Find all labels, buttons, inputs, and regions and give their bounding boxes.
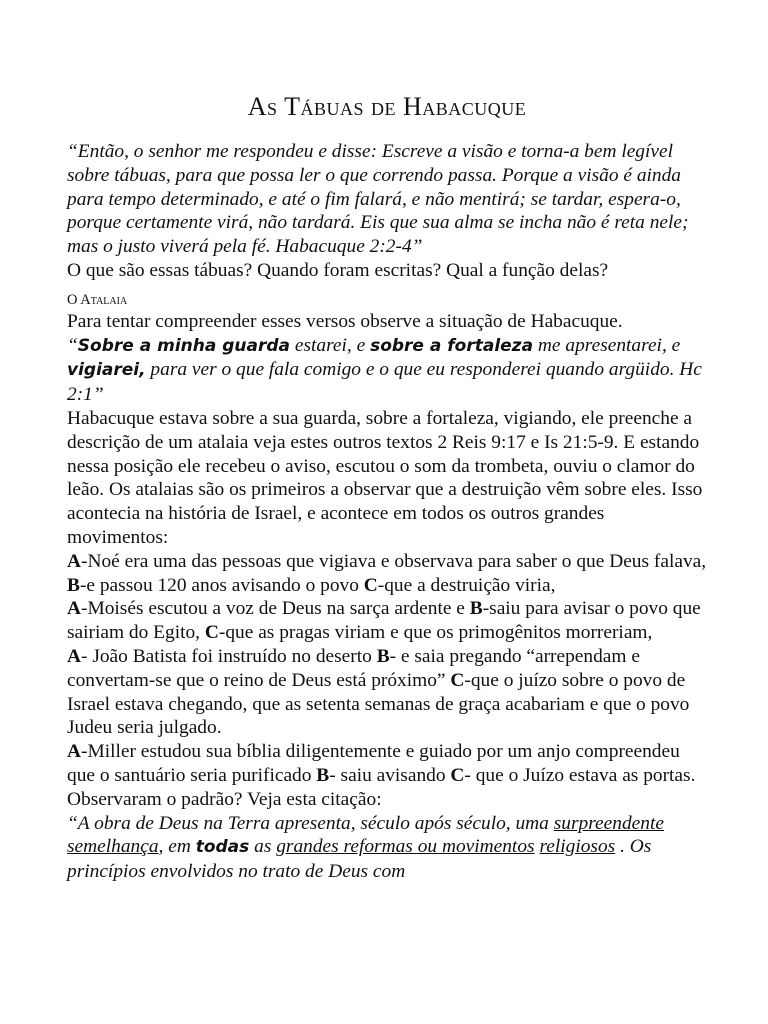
example-text: - que o Juízo estava as portas. (464, 764, 696, 786)
label-b: B (67, 574, 80, 596)
label-a: A (67, 741, 82, 763)
label-a: A (67, 645, 82, 667)
example-text: - saiu avisando (329, 764, 451, 786)
example-text: -que as pragas viriam e que os primogênitos morreriam, (218, 622, 653, 644)
intro-line: Para tentar compreender esses versos observe a situação de Habacuque. (67, 310, 623, 332)
verse-bold-5: vigiarei, (67, 360, 146, 381)
verse-open-quote: “ (67, 334, 78, 356)
citation-text: as (249, 836, 277, 858)
label-c: C (204, 622, 219, 644)
verse-text-2: estarei, e (290, 334, 371, 356)
label-a: A (67, 550, 82, 572)
opening-quote: “Então, o senhor me respondeu e disse: Escreve a visão e torna-a bem legível sobre tábuas, para que possa ler o que correndo passa. Porque a visão é ainda para tempo determinado, e até o fim falará, e não mentirá; se tardar, espera-o, porque certamente virá, não tardará. Eis que sua alma se incha não é reta nele; mas o justo viverá pela fé. Habacuque 2:2-4” (67, 141, 689, 258)
example-text: -Moisés escutou a voz de Deus na sarça ardente e (81, 598, 470, 620)
example-joao-batista (67, 645, 707, 740)
citation-bold: todas (195, 837, 250, 858)
section-heading: O Atalaia (67, 291, 128, 308)
example-text: -que o juízo sobre o povo de Israel estava chegando, que as setenta semanas de graça acabariam e que o povo Judeu seria julgado. (67, 669, 690, 739)
verse-bold-3: sobre a fortaleza (370, 335, 534, 356)
label-a: A (67, 598, 82, 620)
verse-bold-1: Sobre a minha guarda (77, 335, 291, 356)
pattern-line: Observaram o padrão? Veja esta citação: (67, 788, 382, 810)
example-text: -Noé era uma das pessoas que vigiava e observava para saber o que Deus falava, (81, 550, 707, 572)
label-b: B (469, 598, 483, 620)
label-c: C (450, 669, 465, 691)
label-b: B (316, 764, 330, 786)
verse-quote (67, 334, 707, 407)
questions-line: O que são essas tábuas? Quando foram escritas? Qual a função delas? (67, 259, 609, 281)
citation-underlined: religiosos (539, 836, 616, 858)
example-text: - e saia pregando “arrependam e convertam-se que o reino de Deus está próximo” (67, 645, 640, 691)
document-page (67, 90, 707, 884)
watchman-paragraph: Habacuque estava sobre a sua guarda, sobre a fortaleza, vigiando, ele preenche a descrição de um atalaia veja estes outros textos 2 Reis 9:17 e Is 21:5-9. E estando nessa posição ele recebeu o aviso, escutou o som da trombeta, ouviu o clamor do leão. Os atalaias são os primeiros a observar que a destruição vêm sobre eles. Isso acontecia na história de Israel, e acontece em todos os outros grandes movimentos: (67, 407, 703, 548)
example-moises (67, 597, 707, 645)
example-text: -e passou 120 anos avisando o povo (79, 574, 364, 596)
page-title: As Tábuas de Habacuque (247, 92, 527, 121)
label-c: C (450, 764, 465, 786)
label-c: C (363, 574, 378, 596)
verse-text-4: me apresentarei, e (533, 334, 681, 356)
citation-text: . Os princípios envolvidos no trato de Deus com (67, 836, 652, 883)
example-noe (67, 550, 707, 598)
example-miller (67, 740, 707, 788)
citation-underlined: grandes reformas ou movimentos (276, 836, 535, 858)
citation-underlined: surpreendente semelhança (67, 812, 664, 858)
citation-text: “A obra de Deus na Terra apresenta, século após século, uma (67, 812, 554, 834)
citation-text: , em (158, 836, 196, 858)
label-b: B (376, 645, 390, 667)
example-text: -que a destruição viria, (377, 574, 556, 596)
example-text: -saiu para avisar o povo que sairiam do Egito, (67, 598, 701, 644)
example-text: -Miller estudou sua bíblia diligentemente e guiado por um anjo compreendeu que o santuário seria purificado (67, 741, 680, 786)
example-text: - João Batista foi instruído no deserto (81, 645, 377, 667)
citation-quote (67, 812, 707, 884)
verse-text-6: para ver o que fala comigo e o que eu responderei quando argüido. Hc 2:1” (67, 359, 702, 406)
